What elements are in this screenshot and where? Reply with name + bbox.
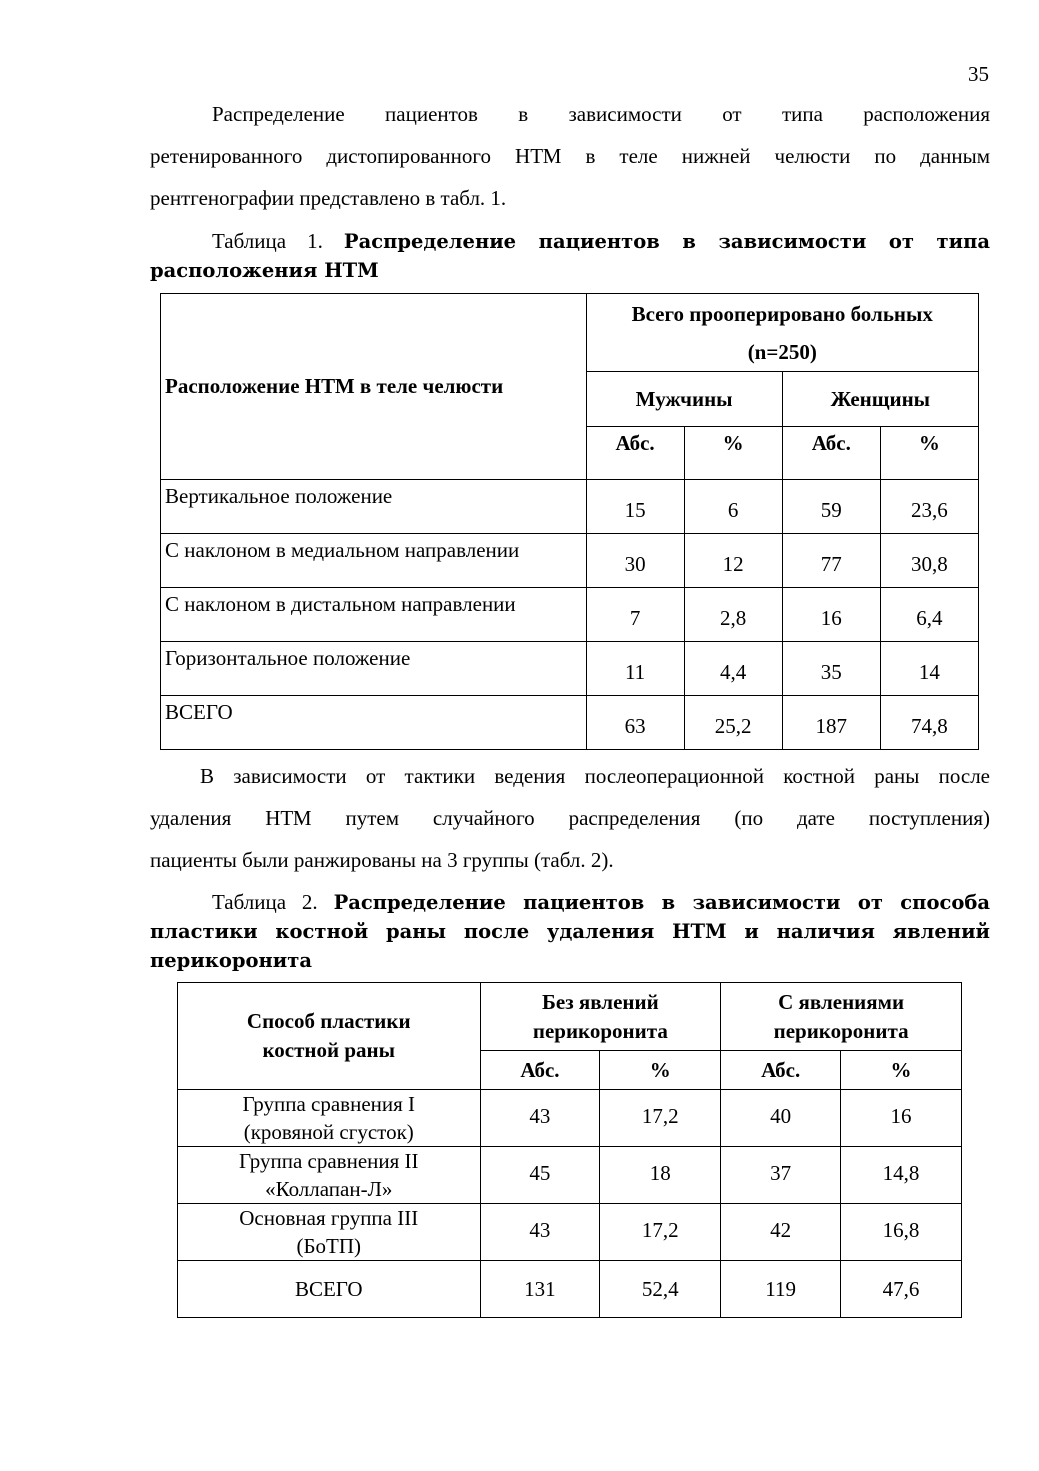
cell-men-pct: 2,8	[684, 588, 782, 642]
cell-men-abs: 11	[586, 642, 684, 696]
cell-without-abs: 43	[480, 1204, 600, 1261]
without-pericoronitis-header: Без явлений перикоронита	[480, 983, 721, 1051]
cell-with-abs: 119	[721, 1261, 841, 1318]
cell-men-abs: 63	[586, 696, 684, 750]
row-label: Вертикальное положение	[161, 480, 587, 534]
table-row	[161, 696, 979, 750]
caption-title: Распределение пациентов в зависимости от способа	[333, 891, 990, 914]
table-row	[161, 534, 979, 588]
cell-with-pct: 16,8	[841, 1204, 962, 1261]
cell-without-pct: 18	[600, 1147, 721, 1204]
page-number: 35	[968, 62, 989, 86]
men-header: Мужчины	[586, 372, 782, 427]
cell-with-pct: 14,8	[841, 1147, 962, 1204]
row-label: С наклоном в дистальном направлении	[161, 588, 587, 642]
cell-men-abs: 7	[586, 588, 684, 642]
table2-caption	[150, 888, 990, 975]
row-label: Группа сравнения II «Коллапан-Л»	[178, 1147, 481, 1204]
row-label: Горизонтальное положение	[161, 642, 587, 696]
table1-caption	[150, 227, 990, 285]
caption-title: пластики костной раны после удаления НТМ и наличия явлений	[150, 920, 990, 943]
cell-with-abs: 42	[721, 1204, 841, 1261]
row-label: ВСЕГО	[178, 1261, 481, 1318]
cell-without-pct: 17,2	[600, 1204, 721, 1261]
pct-header: %	[600, 1051, 721, 1090]
cell-without-abs: 43	[480, 1090, 600, 1147]
cell-women-pct: 74,8	[880, 696, 978, 750]
paragraph-line: рентгенографии представлено в табл. 1.	[150, 186, 507, 210]
cell-men-pct: 12	[684, 534, 782, 588]
row-header: Расположение НТМ в теле челюсти	[161, 294, 587, 480]
cell-men-abs: 30	[586, 534, 684, 588]
cell-without-abs: 131	[480, 1261, 600, 1318]
paragraph-line: ретенированного дистопированного НТМ в теле нижней челюсти по данным	[150, 144, 990, 168]
abs-header: Абс.	[782, 427, 880, 480]
pct-header: %	[841, 1051, 962, 1090]
caption-title: расположения НТМ	[150, 259, 379, 282]
cell-without-abs: 45	[480, 1147, 600, 1204]
abs-header: Абс.	[721, 1051, 841, 1090]
table-row	[178, 1261, 962, 1318]
paragraph-1	[150, 93, 990, 219]
with-pericoronitis-header: С явлениями перикоронита	[721, 983, 962, 1051]
paragraph-line: удаления НТМ путем случайного распределения (по дате поступления)	[150, 806, 990, 830]
table-2	[177, 982, 962, 1318]
table-row	[178, 1147, 962, 1204]
table-row	[161, 480, 979, 534]
row-label: ВСЕГО	[161, 696, 587, 750]
caption-prefix: Таблица 1.	[212, 229, 323, 253]
cell-men-pct: 25,2	[684, 696, 782, 750]
paragraph-line: В зависимости от тактики ведения послеоперационной костной раны после	[200, 764, 990, 788]
method-header: Способ пластики костной раны	[178, 983, 481, 1090]
row-label: С наклоном в медиальном направлении	[161, 534, 587, 588]
cell-women-pct: 6,4	[880, 588, 978, 642]
table-row	[178, 1204, 962, 1261]
paragraph-2	[150, 755, 990, 881]
cell-women-abs: 77	[782, 534, 880, 588]
cell-with-abs: 40	[721, 1090, 841, 1147]
pct-header: %	[684, 427, 782, 480]
group-header: Всего прооперировано больных (n=250)	[586, 294, 978, 372]
women-header: Женщины	[782, 372, 978, 427]
cell-with-pct: 47,6	[841, 1261, 962, 1318]
caption-title: перикоронита	[150, 949, 312, 972]
cell-men-pct: 4,4	[684, 642, 782, 696]
paragraph-line: Распределение пациентов в зависимости от типа расположения	[212, 102, 990, 126]
row-label: Основная группа III (БоТП)	[178, 1204, 481, 1261]
table-1	[160, 293, 979, 750]
cell-women-pct: 14	[880, 642, 978, 696]
cell-women-abs: 35	[782, 642, 880, 696]
table-row	[178, 1090, 962, 1147]
cell-without-pct: 17,2	[600, 1090, 721, 1147]
cell-without-pct: 52,4	[600, 1261, 721, 1318]
row-label: Группа сравнения I (кровяной сгусток)	[178, 1090, 481, 1147]
table-row	[161, 642, 979, 696]
cell-women-abs: 187	[782, 696, 880, 750]
cell-men-abs: 15	[586, 480, 684, 534]
cell-women-pct: 23,6	[880, 480, 978, 534]
abs-header: Абс.	[480, 1051, 600, 1090]
cell-women-abs: 16	[782, 588, 880, 642]
cell-with-pct: 16	[841, 1090, 962, 1147]
cell-men-pct: 6	[684, 480, 782, 534]
pct-header: %	[880, 427, 978, 480]
abs-header: Абс.	[586, 427, 684, 480]
cell-women-pct: 30,8	[880, 534, 978, 588]
caption-prefix: Таблица 2.	[212, 890, 318, 914]
table-row	[161, 588, 979, 642]
cell-women-abs: 59	[782, 480, 880, 534]
paragraph-line: пациенты были ранжированы на 3 группы (табл. 2).	[150, 848, 614, 872]
caption-title: Распределение пациентов в зависимости от типа	[343, 230, 990, 253]
cell-with-abs: 37	[721, 1147, 841, 1204]
